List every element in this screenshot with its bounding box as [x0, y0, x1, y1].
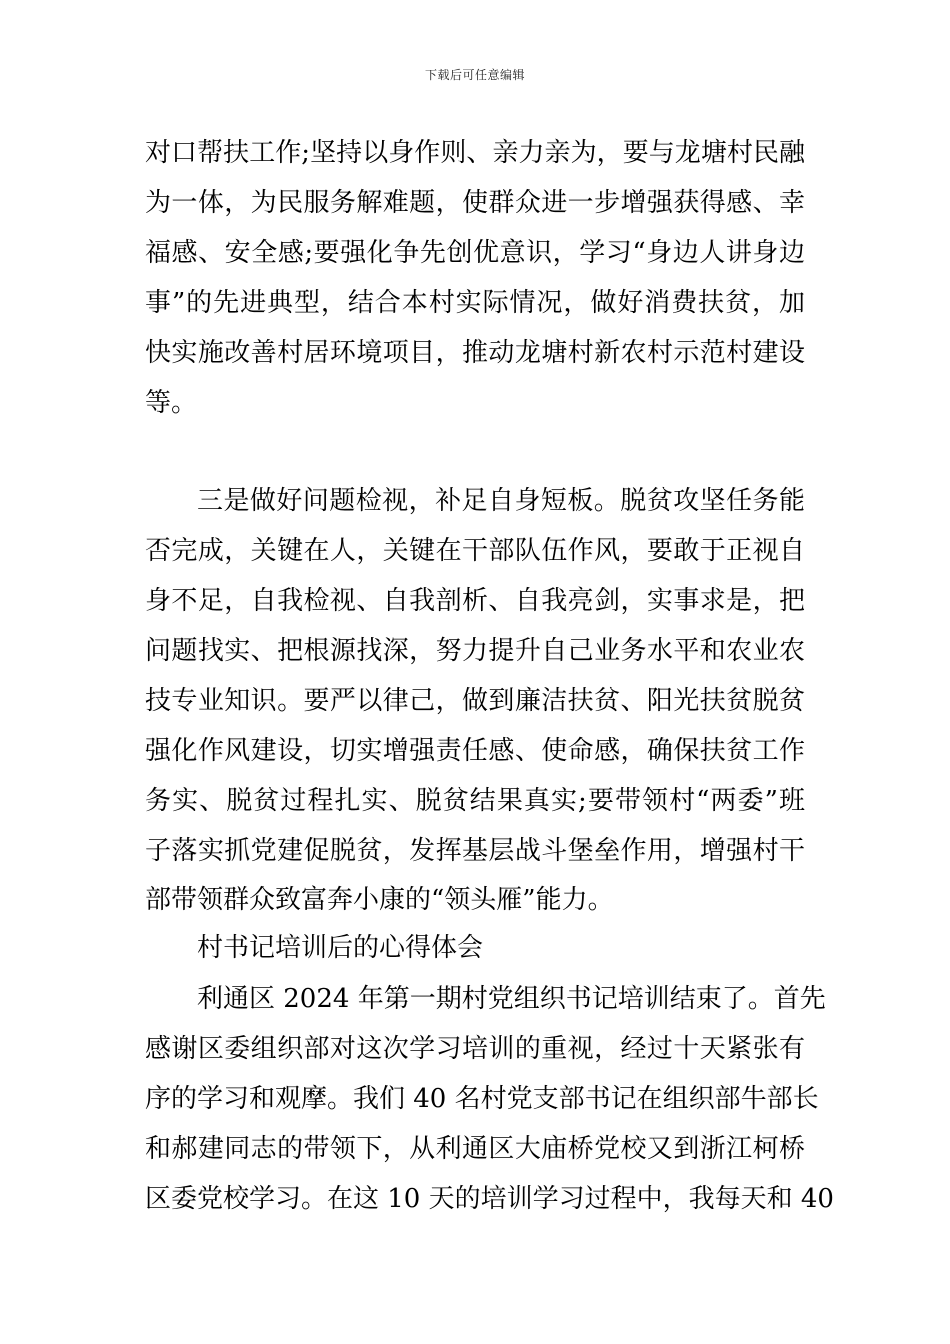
- paragraph-line: 部带领群众致富奔小康的“领头雁”能力。: [145, 885, 614, 915]
- paragraph-line: 感谢区委组织部对这次学习培训的重视，经过十天紧张有: [145, 1034, 805, 1064]
- paragraph-line: 利通区 2024 年第一期村党组织书记培训结束了。首先: [197, 984, 826, 1014]
- paragraph-line: 和郝建同志的带领下，从利通区大庙桥党校又到浙江柯桥: [145, 1134, 805, 1164]
- paragraph-line: 否完成，关键在人，关键在干部队伍作风，要敢于正视自: [145, 536, 805, 566]
- paragraph-line: 问题找实、把根源找深，努力提升自己业务水平和农业农: [145, 636, 805, 666]
- paragraph-line: 务实、脱贫过程扎实、脱贫结果真实;要带领村“两委”班: [145, 786, 805, 816]
- paragraph-line: 技专业知识。要严以律己，做到廉洁扶贫、阳光扶贫脱贫: [145, 686, 805, 716]
- header-note: 下载后可任意编辑: [424, 68, 525, 82]
- paragraph-line: 对口帮扶工作;坚持以身作则、亲力亲为，要与龙塘村民融: [145, 138, 805, 168]
- paragraph-line: 序的学习和观摩。我们 40 名村党支部书记在组织部牛部长: [145, 1084, 819, 1114]
- section-title: 村书记培训后的心得体会: [197, 933, 484, 963]
- paragraph-line: 快实施改善村居环境项目，推动龙塘村新农村示范村建设: [145, 338, 805, 368]
- paragraph-line: 身不足，自我检视、自我剖析、自我亮剑，实事求是，把: [145, 586, 805, 616]
- paragraph-line: 福感、安全感;要强化争先创优意识，学习“身边人讲身边: [145, 238, 805, 268]
- paragraph-line: 强化作风建设，切实增强责任感、使命感，确保扶贫工作: [145, 736, 805, 766]
- paragraph-line: 等。: [145, 388, 198, 418]
- paragraph-line: 三是做好问题检视，补足自身短板。脱贫攻坚任务能: [197, 486, 805, 516]
- paragraph-line: 为一体，为民服务解难题，使群众进一步增强获得感、幸: [145, 188, 805, 218]
- paragraph-line: 事”的先进典型，结合本村实际情况，做好消费扶贫，加: [145, 288, 805, 318]
- paragraph-line: 区委党校学习。在这 10 天的培训学习过程中，我每天和 40: [145, 1184, 834, 1214]
- paragraph-line: 子落实抓党建促脱贫，发挥基层战斗堡垒作用，增强村干: [145, 836, 805, 866]
